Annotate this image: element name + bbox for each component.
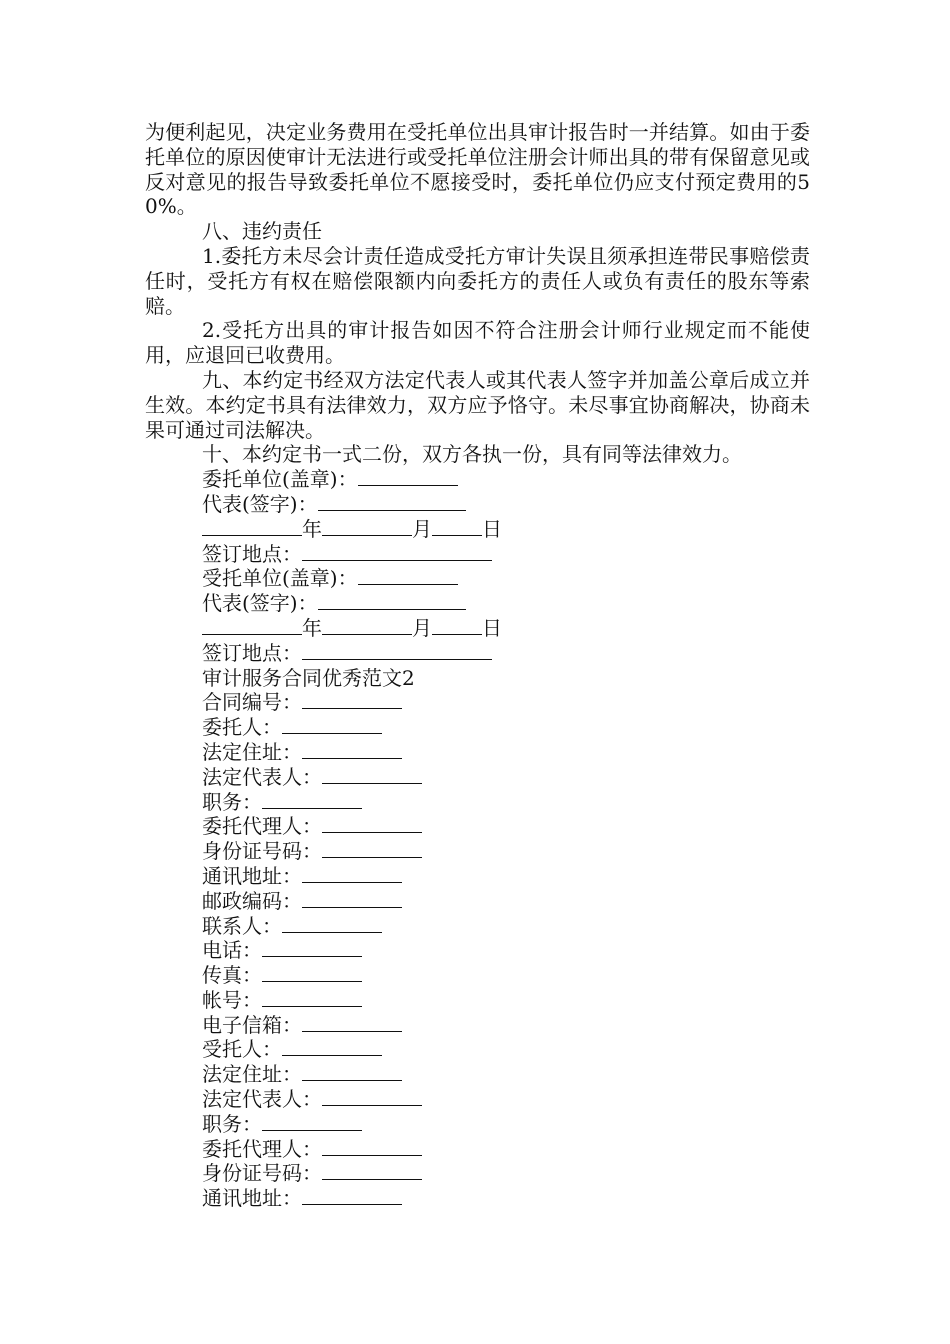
contract-field-label: 职务： <box>202 1111 262 1136</box>
contract-field-blank <box>262 963 362 982</box>
contract-field-row <box>145 988 810 1013</box>
auditor-unit-label: 受托单位(盖章)： <box>202 566 358 591</box>
heading-breach-liability: 八、违约责任 <box>202 219 322 244</box>
contract-field-blank <box>302 864 402 883</box>
client-day-label: 日 <box>482 516 502 541</box>
signature-client-place <box>145 542 810 567</box>
contract-field-row <box>145 740 810 765</box>
contract-field-row <box>145 1137 810 1162</box>
contract-field-label: 法定代表人： <box>202 1087 322 1112</box>
client-rep-label: 代表(签字)： <box>202 491 318 516</box>
contract-field-blank <box>322 1087 422 1106</box>
paragraph-fee-settlement: 为便利起见，决定业务费用在受托单位出具审计报告时一并结算。如由于委托单位的原因使审计无法进行或受托单位注册会计师出具的带有保留意见或反对意见的报告导致委托单位不愿接受时，委托单位仍应支付预定费用的50%。 <box>145 120 810 219</box>
contract-field-label: 法定住址： <box>202 1062 302 1087</box>
auditor-day-label: 日 <box>482 615 502 640</box>
contract-field-row <box>145 1112 810 1137</box>
contract-field-blank <box>302 1013 402 1032</box>
client-year-label: 年 <box>302 516 322 541</box>
contract-field-blank <box>302 740 402 759</box>
contract-field-row <box>145 690 810 715</box>
client-year-blank <box>202 517 302 536</box>
contract-field-label: 电话： <box>202 938 262 963</box>
contract-field-row <box>145 938 810 963</box>
auditor-place-blank <box>302 641 492 660</box>
document-body <box>145 120 810 1211</box>
contract-field-row <box>145 715 810 740</box>
auditor-year-label: 年 <box>302 615 322 640</box>
paragraph-effectiveness: 九、本约定书经双方法定代表人或其代表人签字并加盖公章后成立并生效。本约定书具有法律效力，双方应予恪守。未尽事宜协商解决，协商未果可通过司法解决。 <box>145 367 810 442</box>
contract-field-label: 传真： <box>202 963 262 988</box>
section-title: 审计服务合同优秀范文2 <box>202 665 415 690</box>
contract-field-blank <box>302 690 402 709</box>
contract-field-row <box>145 765 810 790</box>
contract-field-blank <box>322 814 422 833</box>
client-month-blank <box>322 517 412 536</box>
contract-field-label: 通讯地址： <box>202 1186 302 1211</box>
contract-field-row <box>145 1013 810 1038</box>
client-place-blank <box>302 542 492 561</box>
contract-field-list <box>145 690 810 1211</box>
signature-client-date <box>145 517 810 542</box>
paragraph-breach-auditor: 2.受托方出具的审计报告如因不符合注册会计师行业规定而不能使用，应退回已收费用。 <box>145 318 810 368</box>
contract-field-blank <box>262 988 362 1007</box>
contract-field-row <box>145 914 810 939</box>
client-unit-label: 委托单位(盖章)： <box>202 467 358 492</box>
contract-field-blank <box>322 765 422 784</box>
auditor-rep-label: 代表(签字)： <box>202 591 318 616</box>
contract-field-row <box>145 864 810 889</box>
signature-client-unit <box>145 467 810 492</box>
auditor-place-label: 签订地点： <box>202 640 302 665</box>
contract-field-blank <box>302 889 402 908</box>
signature-client-rep <box>145 492 810 517</box>
contract-field-row <box>145 839 810 864</box>
contract-field-row <box>145 963 810 988</box>
paragraph-copies: 十、本约定书一式二份，双方各执一份，具有同等法律效力。 <box>202 442 742 467</box>
contract-field-blank <box>262 938 362 957</box>
signature-auditor-rep <box>145 591 810 616</box>
client-place-label: 签订地点： <box>202 541 302 566</box>
contract-field-label: 法定代表人： <box>202 764 322 789</box>
contract-field-row <box>145 1161 810 1186</box>
contract-field-label: 合同编号： <box>202 690 302 715</box>
contract-field-blank <box>282 914 382 933</box>
contract-field-row <box>145 1062 810 1087</box>
contract-field-label: 法定住址： <box>202 739 302 764</box>
contract-field-label: 电子信箱： <box>202 1012 302 1037</box>
contract-field-blank <box>262 1112 362 1131</box>
signature-auditor-unit <box>145 566 810 591</box>
client-rep-blank <box>318 492 466 511</box>
contract-field-row <box>145 814 810 839</box>
contract-field-label: 委托人： <box>202 715 282 740</box>
auditor-day-blank <box>432 616 482 635</box>
contract-field-blank <box>322 1161 422 1180</box>
contract-field-label: 身份证号码： <box>202 1161 322 1186</box>
contract-field-blank <box>302 1062 402 1081</box>
contract-field-blank <box>302 1186 402 1205</box>
contract-field-row <box>145 889 810 914</box>
auditor-year-blank <box>202 616 302 635</box>
contract-field-blank <box>322 1137 422 1156</box>
auditor-rep-blank <box>318 591 466 610</box>
contract-field-label: 职务： <box>202 789 262 814</box>
contract-field-row <box>145 1037 810 1062</box>
contract-field-blank <box>262 790 362 809</box>
contract-field-label: 邮政编码： <box>202 888 302 913</box>
contract-field-blank <box>282 715 382 734</box>
client-month-label: 月 <box>412 516 432 541</box>
contract-field-row <box>145 1087 810 1112</box>
signature-auditor-place <box>145 641 810 666</box>
contract-field-label: 联系人： <box>202 913 282 938</box>
auditor-month-label: 月 <box>412 615 432 640</box>
signature-auditor-date <box>145 616 810 641</box>
contract-field-row <box>145 790 810 815</box>
auditor-unit-blank <box>358 566 458 585</box>
contract-field-blank <box>322 839 422 858</box>
contract-field-label: 委托代理人： <box>202 814 322 839</box>
contract-field-label: 帐号： <box>202 987 262 1012</box>
contract-field-label: 委托代理人： <box>202 1136 322 1161</box>
auditor-month-blank <box>322 616 412 635</box>
contract-field-label: 受托人： <box>202 1037 282 1062</box>
paragraph-breach-client: 1.委托方未尽会计责任造成受托方审计失误且须承担连带民事赔偿责任时，受托方有权在赔偿限额内向委托方的责任人或负有责任的股东等索赔。 <box>145 243 810 318</box>
contract-field-label: 身份证号码： <box>202 839 322 864</box>
client-unit-blank <box>358 467 458 486</box>
contract-field-blank <box>282 1037 382 1056</box>
contract-field-row <box>145 1186 810 1211</box>
client-day-blank <box>432 517 482 536</box>
contract-field-label: 通讯地址： <box>202 863 302 888</box>
